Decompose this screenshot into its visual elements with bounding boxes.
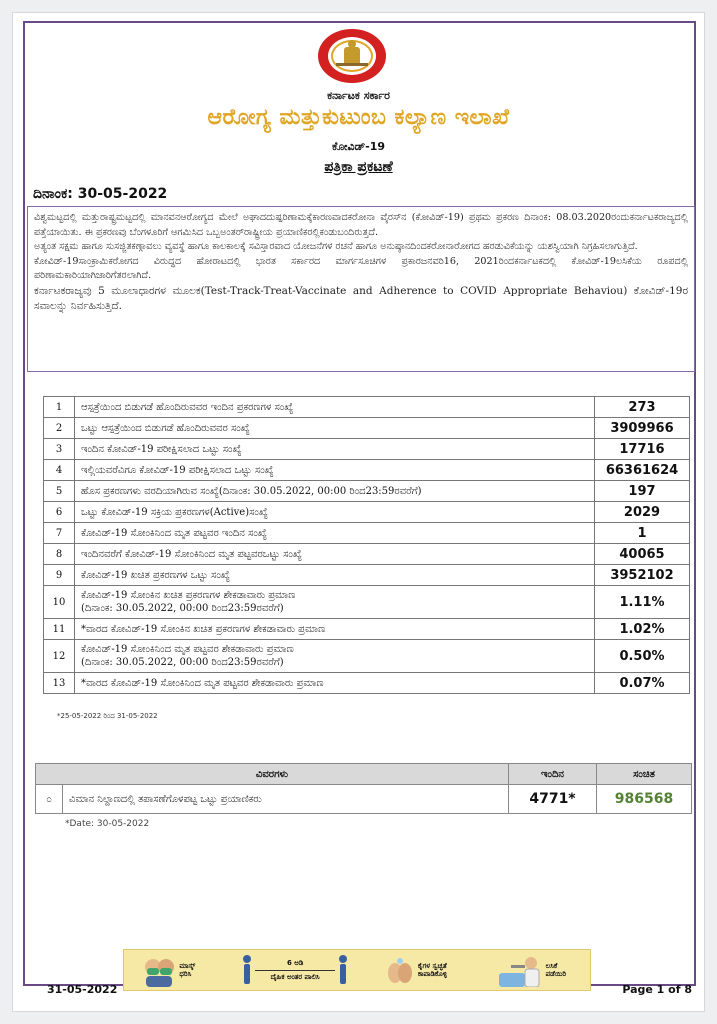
- hand-wash-icon: [385, 955, 415, 985]
- header-today: ಇಂದಿನ: [509, 764, 597, 785]
- row-description: [75, 460, 595, 481]
- row-description-line: ಹೊಸ ಪ್ರಕರಣಗಳು ವರದಿಯಾಗಿರುವ ಸಂಖ್ಯೆ(ದಿನಾಂಕ: 30.05.2022, 00:00 ರಿಂದ23:59ರವರೆಗೆ): [81, 485, 422, 497]
- row-today-value: 4771*: [509, 785, 597, 814]
- hands-segment: [385, 955, 462, 985]
- row-value: 17716: [595, 439, 690, 460]
- mask-label: ಮಾಸ್ಕ್ ಧರಿಸಿ: [179, 962, 196, 978]
- distance-segment: [242, 955, 348, 985]
- safety-banner: [123, 949, 591, 991]
- row-description: [75, 586, 595, 619]
- row-description-line: *ವಾರದ ಕೋವಿಡ್-19 ಸೋಂಕಿನಿಂದ ಮೃತ ಪಟ್ಟವರ ಶೇಕಡಾವಾರು ಪ್ರಮಾಣ: [81, 677, 324, 689]
- row-cumulative-value: 986568: [597, 785, 692, 814]
- row-serial: ೦: [36, 785, 63, 814]
- table-row: [36, 785, 692, 814]
- row-number: 10: [44, 586, 75, 619]
- table-row: [44, 544, 690, 565]
- row-description-line: ಒಟ್ಟು ಕೋವಿಡ್-19 ಸಕ್ರಿಯ ಪ್ರಕರಣಗಳ(Active)ಸಂಖ್ಯೆ: [81, 506, 268, 518]
- vaccine-segment: [499, 953, 572, 987]
- subject-heading: ಕೋವಿಡ್-19: [331, 140, 386, 153]
- row-number: 6: [44, 502, 75, 523]
- intro-paragraph-4: ಕರ್ನಾಟಕರಾಜ್ಯವು 5 ಮೂಲಾಧಾರಗಳ ಮೂಲಕ(Test-Track-Treat-Vaccinate and Adherence to COVID Appropriate Behaviou) ಕೋವಿಡ್-19ರ ಸವಾಲನ್ನು ನಿರ್ವಹಿಸುತ್ತಿದೆ.: [34, 284, 688, 312]
- row-description-line: ಕೋವಿಡ್-19 ಸೋಂಕಿನ ಖಚಿತ ಪ್ರಕರಣಗಳ ಶೇಕಡಾವಾರು ಪ್ರಮಾಣ: [81, 590, 296, 601]
- table-row: [44, 481, 690, 502]
- distance-arrow: [255, 970, 335, 971]
- row-description: [75, 418, 595, 439]
- table-row: [44, 673, 690, 694]
- table-row: [44, 502, 690, 523]
- press-release-heading: [13, 159, 704, 175]
- airport-screening-table: [35, 763, 692, 814]
- stats-footnote: *25-05-2022 ರಿಂದ 31-05-2022: [57, 712, 158, 720]
- row-description: [75, 523, 595, 544]
- table-header-row: [36, 764, 692, 785]
- header-details: ವಿವರಗಳು: [36, 764, 509, 785]
- mask-icon: [142, 953, 176, 987]
- intro-paragraph-2: ಅತ್ಯಂತ ಸಕ್ಷಮ ಹಾಗೂ ಸುಸಜ್ಜಿತಕಣ್ಗಾವಲು ವ್ಯವಸ್ಥೆ ಹಾಗೂ ಕಾಲಕಾಲಕ್ಕೆ ಸವಿಸ್ತಾರವಾದ ಯೋಜನೆಗಳ ರಚನೆ ಹಾಗೂ ಅನುಷ್ಠಾನದಿಂದಕರೋನಾರೋಗದ ಹರಡುವಿಕೆಯನ್ನು ಯಶಸ್ವಿಯಾಗಿ ನಿಗ್ರಹಿಸಲಾಗುತ್ತಿದೆ.: [34, 241, 638, 252]
- row-description: ವಿಮಾನ ನಿಲ್ದಾಣದಲ್ಲಿ ತಪಾಸಣೆಗೊಳಪಟ್ಟ ಒಟ್ಟು ಪ್ರಯಾಣಿಕರು: [63, 785, 509, 814]
- row-number: 8: [44, 544, 75, 565]
- row-number: 12: [44, 640, 75, 673]
- row-description-date-range: (ದಿನಾಂಕ: 30.05.2022, 00:00 ರಿಂದ23:59ರವರೆಗೆ): [81, 657, 284, 668]
- row-description: [75, 397, 595, 418]
- government-name: ಕರ್ನಾಟಕ ಸರ್ಕಾರ: [327, 89, 390, 102]
- row-number: 5: [44, 481, 75, 502]
- row-value: 2029: [595, 502, 690, 523]
- row-value: 3909966: [595, 418, 690, 439]
- row-value: 0.07%: [595, 673, 690, 694]
- intro-box: [27, 206, 695, 372]
- row-description-line: ಒಟ್ಟು ಆಸ್ಪತ್ರೆಯಿಂದ ಬಿಡುಗಡೆ ಹೊಂದಿರುವವರ ಸಂಖ್ಯೆ: [81, 422, 250, 434]
- person-icon: [242, 955, 252, 985]
- footer-date: 31-05-2022: [47, 983, 118, 996]
- row-value: 66361624: [595, 460, 690, 481]
- table-row: [44, 460, 690, 481]
- row-value: 0.50%: [595, 640, 690, 673]
- row-number: 1: [44, 397, 75, 418]
- row-description: [75, 502, 595, 523]
- row-description-line: *ವಾರದ ಕೋವಿಡ್-19 ಸೋಂಕಿನ ಖಚಿತ ಪ್ರಕರಣಗಳ ಶೇಕಡಾವಾರು ಪ್ರಮಾಣ: [81, 623, 326, 635]
- row-value: 1.02%: [595, 619, 690, 640]
- header-cumulative: ಸಂಚಿತ: [597, 764, 692, 785]
- table-row: [44, 565, 690, 586]
- row-description-line: ಇಂದಿನ ಕೋವಿಡ್-19 ಪರೀಕ್ಷಿಸಲಾದ ಒಟ್ಟು ಸಂಖ್ಯೆ: [81, 443, 242, 455]
- row-description: [75, 439, 595, 460]
- row-number: 3: [44, 439, 75, 460]
- document-page: [12, 12, 705, 1012]
- row-value: 1.11%: [595, 586, 690, 619]
- government-emblem-icon: [316, 27, 388, 85]
- covid-stats-table: [43, 396, 690, 694]
- hands-label: ಕೈಗಳ ಸ್ವಚ್ಛತೆ ಕಾಪಾಡಿಕೊಳ್ಳಿ: [417, 962, 448, 978]
- row-value: 273: [595, 397, 690, 418]
- table-row: [44, 418, 690, 439]
- page-number: Page 1 of 8: [622, 983, 692, 996]
- department-title: ಆರೋಗ್ಯ ಮತ್ತುಕುಟುಂಬ ಕಲ್ಯಾಣ ಇಲಾಖೆ: [207, 105, 510, 130]
- row-value: 1: [595, 523, 690, 544]
- row-description: [75, 565, 595, 586]
- row-number: 11: [44, 619, 75, 640]
- distance-bottom-label: ದೈಹಿಕ ಅಂತರ ಪಾಲಿಸಿ: [270, 972, 320, 981]
- row-description: [75, 640, 595, 673]
- row-description: [75, 673, 595, 694]
- row-description-line: ಇಲ್ಲಿಯವರೆವಿಗೂ ಕೋವಿಡ್-19 ಪರೀಕ್ಷಿಸಲಾದ ಒಟ್ಟು ಸಂಖ್ಯೆ: [81, 464, 274, 476]
- table-row: [44, 523, 690, 544]
- travel-footnote: *Date: 30-05-2022: [65, 819, 150, 829]
- row-description: [75, 481, 595, 502]
- row-number: 4: [44, 460, 75, 481]
- row-description-line: ಇಂದಿನವರೆಗೆ ಕೋವಿಡ್-19 ಸೋಂಕಿನಿಂದ ಮೃತ ಪಟ್ಟವರಒಟ್ಟು ಸಂಖ್ಯೆ: [81, 548, 302, 560]
- table-row: [44, 586, 690, 619]
- intro-paragraph-1: ವಿಶ್ವಮಟ್ಟದಲ್ಲಿ ಮತ್ತುರಾಷ್ಟ್ರಮಟ್ಟದಲ್ಲಿ ಮಾನವನಆರೋಗ್ಯದ ಮೇಲೆ ಅಘಾದದುಷ್ಪರಿಣಾಮಕ್ಕೆಕಾರಣವಾದಕರೋನಾ ವೈರಸ್‌ನ (ಕೋವಿಡ್-19) ಪ್ರಥಮ ಪ್ರಕರಣ ದಿನಾಂಕ: 08.03.2020ರಂದುಕರ್ನಾಟಕರಾಜ್ಯದಲ್ಲಿ ಪತ್ತೆಯಾಯಿತು. ಈ ಪ್ರಕರಣವು ಬೆಂಗಳೂರಿಗೆ ಆಗಮಿಸಿದ ಒಬ್ಬಅಂತರ್‌ರಾಷ್ಟ್ರೀಯ ಪ್ರಯಾಣಿಕರಲ್ಲಿಕಂಡುಬಂದಿರುತ್ತದೆ.: [34, 212, 688, 238]
- row-description-line: ಆಸ್ಪತ್ರೆಯಿಂದ ಬಿಡುಗಡೆ ಹೊಂದಿರುವವರ ಇಂದಿನ ಪ್ರಕರಣಗಳ ಸಂಖ್ಯೆ: [81, 401, 294, 413]
- row-value: 197: [595, 481, 690, 502]
- vaccine-icon: [499, 953, 543, 987]
- person-icon: [338, 955, 348, 985]
- row-number: 7: [44, 523, 75, 544]
- table-row: [44, 439, 690, 460]
- row-value: 3952102: [595, 565, 690, 586]
- row-description: [75, 619, 595, 640]
- row-description-line: ಕೋವಿಡ್-19 ಖಚಿತ ಪ್ರಕರಣಗಳ ಒಟ್ಟು ಸಂಖ್ಯೆ: [81, 569, 230, 581]
- row-number: 9: [44, 565, 75, 586]
- distance-top-label: 6 ಅಡಿ: [286, 958, 304, 967]
- table-row: [44, 619, 690, 640]
- mask-segment: [142, 953, 205, 987]
- intro-paragraph-3: ಕೋವಿಡ್-19ಸಾಂಕ್ರಾಮಿಕರೋಗದ ವಿರುದ್ಧದ ಹೋರಾಟದಲ್ಲಿ ಭಾರತ ಸರ್ಕಾರದ ಮಾರ್ಗಸೂಚಿಗಳ ಪ್ರಕಾರಜನವರಿ16, 2021ರಿಂದಕರ್ನಾಟಕದಲ್ಲಿ ಕೋವಿಡ್-19ಲಸಿಕೆಯ ರೂಪದಲ್ಲಿ ಪರಿಣಾಮಕಾರಿಯಾಗಿಜಾರಿಗೆತರಲಾಗಿದೆ.: [34, 255, 688, 281]
- press-release-label: ಪತ್ರಿಕಾ ಪ್ರಕಟಣೆ: [324, 159, 393, 175]
- row-description-line: ಕೋವಿಡ್-19 ಸೋಂಕಿನಿಂದ ಮೃತ ಪಟ್ಟವರ ಇಂದಿನ ಸಂಖ್ಯೆ: [81, 527, 267, 539]
- row-value: 40065: [595, 544, 690, 565]
- table-row: [44, 640, 690, 673]
- row-number: 2: [44, 418, 75, 439]
- table-row: [44, 397, 690, 418]
- row-number: 13: [44, 673, 75, 694]
- row-description: [75, 544, 595, 565]
- document-date: ದಿನಾಂಕ: 30-05-2022: [33, 186, 168, 202]
- row-description-line: ಕೋವಿಡ್-19 ಸೋಂಕಿನಿಂದ ಮೃತ ಪಟ್ಟವರ ಶೇಕಡಾವಾರು ಪ್ರಮಾಣ: [81, 644, 294, 655]
- vaccine-label: ಲಸಿಕೆ ಪಡೆಯಿರಿ: [545, 962, 567, 978]
- row-description-date-range: (ದಿನಾಂಕ: 30.05.2022, 00:00 ರಿಂದ23:59ರವರೆಗೆ): [81, 603, 284, 614]
